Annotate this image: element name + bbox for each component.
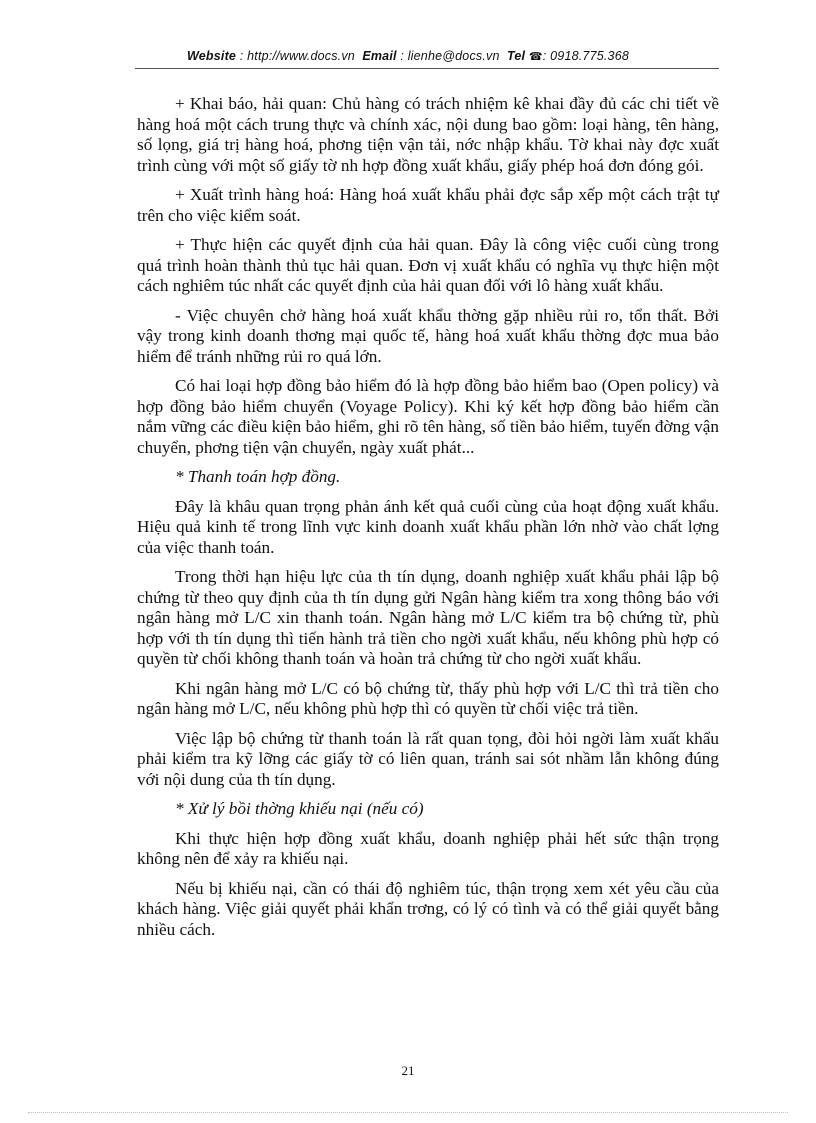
paragraph-transport-risk: - Việc chuyên chở hàng hoá xuất khẩu thờng gặp nhiều rủi ro, tổn thất. Bởi vậy trong kinh doanh thơng mại quốc tế, hàng hoá xuất khẩu thờng đợc mua bảo hiểm để tránh những rủi ro quá lớn. xyxy=(137,305,719,366)
page-header xyxy=(0,49,816,63)
paragraph-customs-declaration: + Khai báo, hải quan: Chủ hàng có trách nhiệm kê khai đầy đủ các chi tiết về hàng hoá một cách trung thực và chính xác, nội dung bao gồm: loại hàng, tên hàng, số lọng, giá trị hàng hoá, phơng tiện vận tải, nớc nhập khẩu. Tờ khai này đợc xuất trình cùng với một số giấy tờ nh hợp đồng xuất khẩu, giấy phép hoá đơn đóng gói. xyxy=(137,94,719,175)
paragraph-claim-resolution: Nếu bị khiếu nại, cần có thái độ nghiêm túc, thận trọng xem xét yêu cầu của khách hàng. Việc giải quyết phải khẩn trơng, có lý có tình và có thể giải quyết bằng nhiều cách. xyxy=(137,878,719,939)
telephone-icon: ☎ xyxy=(528,51,543,63)
email-address: : lienhe@docs.vn xyxy=(400,49,500,63)
heading-claims-handling: * Xử lý bồi thờng khiếu nại (nếu có) xyxy=(175,799,424,818)
paragraph-avoid-claims: Khi thực hiện hợp đồng xuất khẩu, doanh nghiệp phải hết sức thận trọng không nên để xảy ra khiếu nại. xyxy=(137,828,719,868)
heading-contract-payment: * Thanh toán hợp đồng. xyxy=(175,467,341,486)
paragraph-insurance-contracts: Có hai loại hợp đồng bảo hiểm đó là hợp đồng bảo hiểm bao (Open policy) và hợp đồng bảo hiểm chuyển (Voyage Policy). Khi ký kết hợp đồng bảo hiểm cần nắm vững các điều kiện bảo hiểm, ghi rõ tên hàng, số tiền bảo hiểm, tuyến đờng vận chuyển, phơng tiện vận chuyển, ngày xuất phát... xyxy=(137,376,719,457)
paragraph-payment-importance: Đây là khâu quan trọng phản ánh kết quả cuối cùng của hoạt động xuất khẩu. Hiệu quả kinh tế trong lĩnh vực kinh doanh xuất khẩu phần lớn nhờ vào chất lợng của việc thanh toán. xyxy=(137,496,719,557)
header-divider xyxy=(135,68,719,69)
paragraph-customs-decisions: + Thực hiện các quyết định của hải quan. Đây là công việc cuối cùng trong quá trình hoàn thành thủ tục hải quan. Đơn vị xuất khẩu có nghĩa vụ thực hiện một cách nghiêm túc nhất các quyết định của hải quan đối với lô hàng xuất khẩu. xyxy=(137,235,719,295)
page-bottom-divider xyxy=(28,1112,788,1113)
website-url: : http://www.docs.vn xyxy=(239,49,355,63)
paragraph-goods-presentation: + Xuất trình hàng hoá: Hàng hoá xuất khẩu phải đợc sắp xếp một cách trật tự trên cho việc kiểm soát. xyxy=(137,185,719,225)
email-label: Email xyxy=(362,49,397,63)
document-body xyxy=(137,94,719,949)
paragraph-opening-bank: Khi ngân hàng mở L/C có bộ chứng từ, thấy phù hợp với L/C thì trả tiền cho ngân hàng mở L/C, nếu không phù hợp thì có quyền từ chối việc trả tiền. xyxy=(137,678,719,718)
website-label: Website xyxy=(186,49,237,63)
paragraph-document-preparation: Việc lập bộ chứng từ thanh toán là rất quan tọng, đòi hỏi ngời làm xuất khẩu phải kiểm tra kỹ lỡng các giấy tờ có liên quan, tránh sai sót nhầm lẫn không đúng với nội dung của th tín dụng. xyxy=(137,728,719,789)
page-number: 21 xyxy=(401,1063,415,1078)
tel-number: : 0918.775.368 xyxy=(542,49,630,63)
paragraph-letter-of-credit: Trong thời hạn hiệu lực của th tín dụng, doanh nghiệp xuất khẩu phải lập bộ chứng từ theo quy định của th tín dụng gửi Ngân hàng kiểm tra xong thông báo với ngân hàng mở L/C xin thanh toán. Ngân hàng mở L/C kiểm tra bộ chứng từ, phù hợp với th tín dụng thì tiến hành trả tiền cho ngời xuất khẩu, nếu không phù hợp có quyền từ chối không thanh toán và hoàn trả chứng từ cho ngời xuất khẩu. xyxy=(137,567,719,668)
tel-label: Tel xyxy=(507,49,526,63)
